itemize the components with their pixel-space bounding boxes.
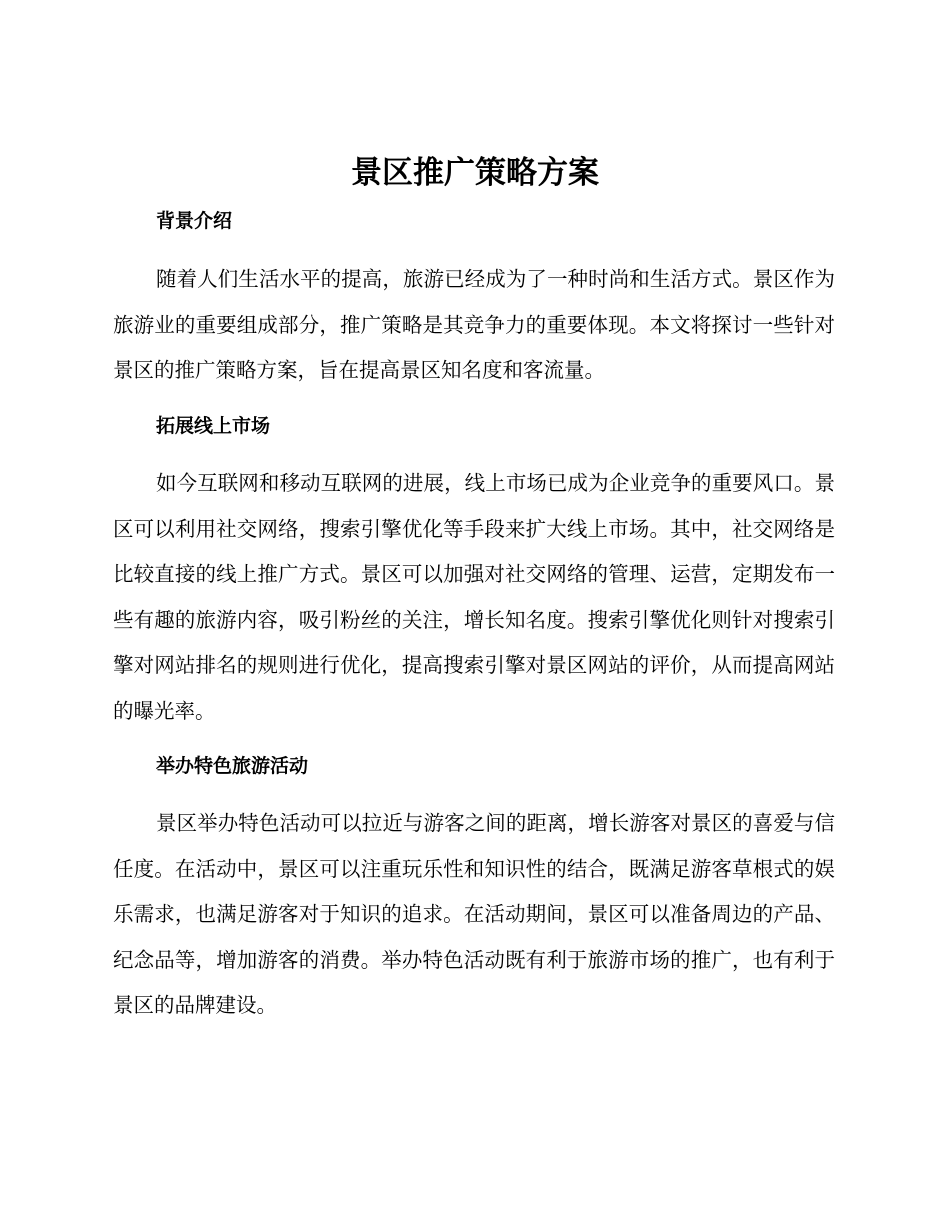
section-heading-special-activities: 举办特色旅游活动 xyxy=(156,755,309,777)
section-heading-background: 背景介绍 xyxy=(156,210,233,232)
section-paragraph-background: 随着人们生活水平的提高，旅游已经成为了一种时尚和生活方式。景区作为旅游业的重要组成部分，推广策略是其竞争力的重要体现。本文将探讨一些针对景区的推广策略方案，旨在提高景区知名度和客流量。 xyxy=(113,267,835,382)
section-paragraph-special-activities: 景区举办特色活动可以拉近与游客之间的距离，增长游客对景区的喜爱与信任度。在活动中，景区可以注重玩乐性和知识性的结合，既满足游客草根式的娱乐需求，也满足游客对于知识的追求。在活动期间，景区可以准备周边的产品、纪念品等，增加游客的消费。举办特色活动既有利于旅游市场的推广，也有利于景区的品牌建设。 xyxy=(113,811,835,1017)
section-paragraph-online-market: 如今互联网和移动互联网的进展，线上市场已成为企业竞争的重要风口。景区可以利用社交网络，搜索引擎优化等手段来扩大线上市场。其中，社交网络是比较直接的线上推广方式。景区可以加强对社交网络的管理、运营，定期发布一些有趣的旅游内容，吸引粉丝的关注，增长知名度。搜索引擎优化则针对搜索引擎对网站排名的规则进行优化，提高搜索引擎对景区网站的评价，从而提高网站的曝光率。 xyxy=(113,471,835,723)
document-title: 景区推广策略方案 xyxy=(351,155,599,191)
section-heading-online-market: 拓展线上市场 xyxy=(156,415,271,437)
